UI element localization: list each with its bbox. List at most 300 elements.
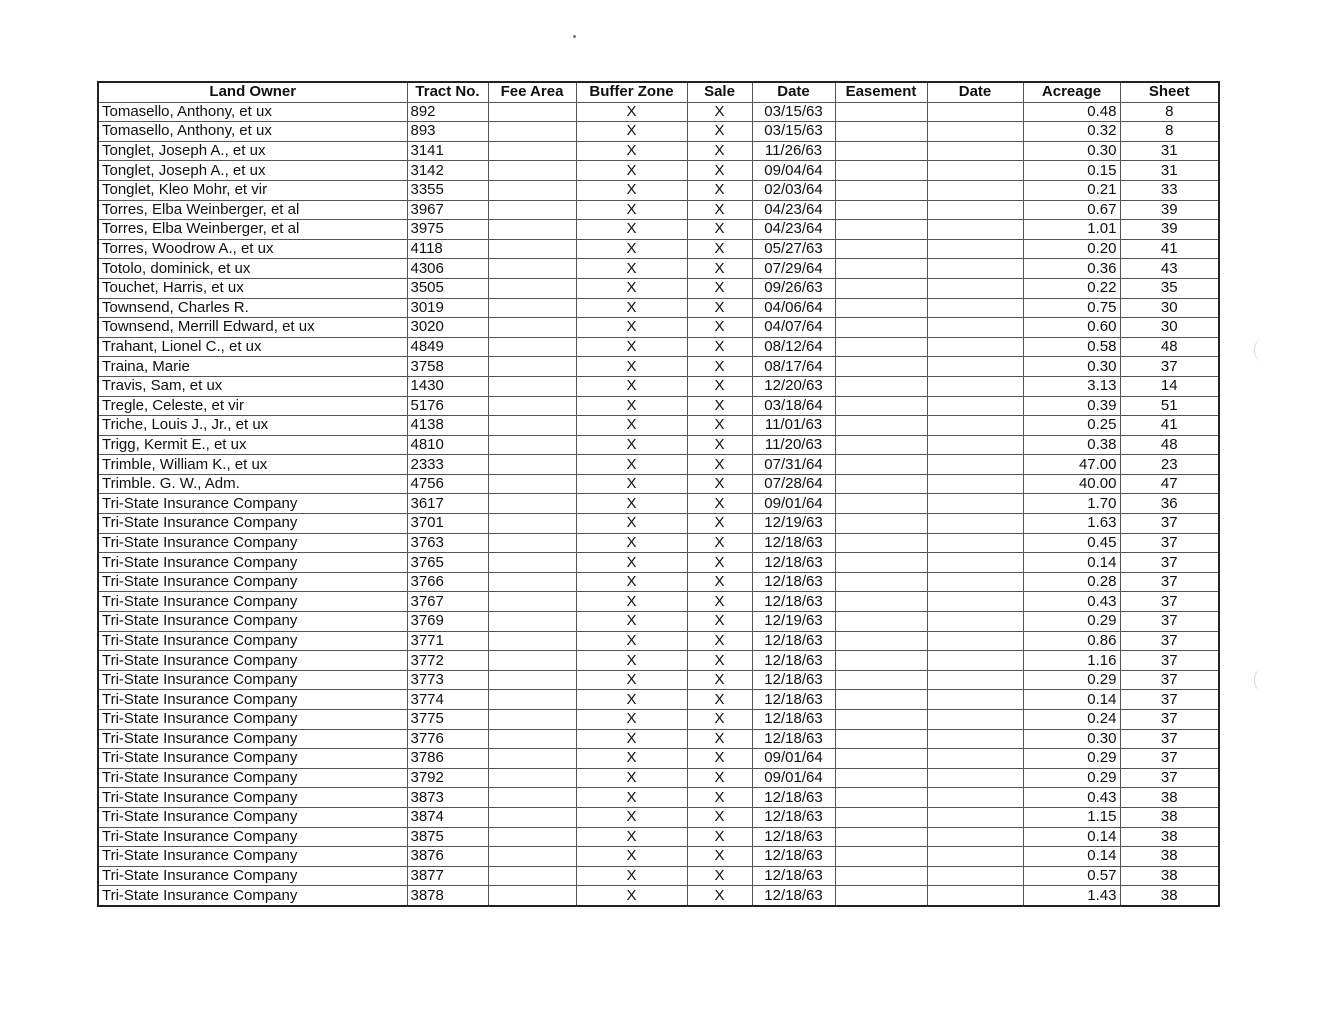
cell-easement bbox=[835, 357, 927, 377]
cell-fee-area bbox=[488, 690, 576, 710]
cell-easement-date bbox=[927, 494, 1023, 514]
cell-acreage: 0.60 bbox=[1023, 318, 1120, 338]
cell-date: 12/19/63 bbox=[752, 514, 835, 534]
cell-land-owner: Tri-State Insurance Company bbox=[98, 807, 407, 827]
cell-land-owner: Torres, Woodrow A., et ux bbox=[98, 239, 407, 259]
cell-acreage: 0.67 bbox=[1023, 200, 1120, 220]
cell-sheet: 30 bbox=[1120, 318, 1219, 338]
cell-easement-date bbox=[927, 416, 1023, 436]
cell-sheet: 14 bbox=[1120, 376, 1219, 396]
cell-date: 12/18/63 bbox=[752, 533, 835, 553]
cell-date: 12/19/63 bbox=[752, 612, 835, 632]
cell-easement bbox=[835, 259, 927, 279]
cell-easement bbox=[835, 612, 927, 632]
punch-hole-mark bbox=[1254, 669, 1269, 691]
table-row bbox=[98, 122, 1219, 142]
cell-sheet: 38 bbox=[1120, 788, 1219, 808]
cell-acreage: 0.20 bbox=[1023, 239, 1120, 259]
cell-tract-no: 3765 bbox=[407, 553, 488, 573]
cell-sale: X bbox=[687, 435, 752, 455]
cell-tract-no: 3877 bbox=[407, 866, 488, 886]
cell-acreage: 0.30 bbox=[1023, 141, 1120, 161]
cell-date: 12/18/63 bbox=[752, 631, 835, 651]
cell-easement-date bbox=[927, 788, 1023, 808]
cell-sale: X bbox=[687, 180, 752, 200]
cell-acreage: 0.14 bbox=[1023, 847, 1120, 867]
cell-sheet: 37 bbox=[1120, 533, 1219, 553]
cell-land-owner: Tonglet, Joseph A., et ux bbox=[98, 141, 407, 161]
cell-land-owner: Tri-State Insurance Company bbox=[98, 749, 407, 769]
cell-fee-area bbox=[488, 102, 576, 122]
cell-tract-no: 3878 bbox=[407, 886, 488, 906]
cell-land-owner: Tri-State Insurance Company bbox=[98, 866, 407, 886]
cell-sale: X bbox=[687, 357, 752, 377]
cell-tract-no: 3617 bbox=[407, 494, 488, 514]
cell-tract-no: 4118 bbox=[407, 239, 488, 259]
cell-acreage: 0.39 bbox=[1023, 396, 1120, 416]
table-row bbox=[98, 749, 1219, 769]
cell-buffer-zone: X bbox=[576, 729, 687, 749]
cell-fee-area bbox=[488, 788, 576, 808]
cell-sheet: 37 bbox=[1120, 514, 1219, 534]
cell-easement-date bbox=[927, 298, 1023, 318]
cell-sheet: 48 bbox=[1120, 337, 1219, 357]
cell-sheet: 47 bbox=[1120, 474, 1219, 494]
cell-acreage: 0.14 bbox=[1023, 690, 1120, 710]
column-header-sheet: Sheet bbox=[1120, 82, 1219, 102]
table-row bbox=[98, 514, 1219, 534]
table-row bbox=[98, 455, 1219, 475]
cell-sheet: 48 bbox=[1120, 435, 1219, 455]
cell-sale: X bbox=[687, 474, 752, 494]
cell-buffer-zone: X bbox=[576, 514, 687, 534]
cell-easement bbox=[835, 180, 927, 200]
cell-acreage: 0.43 bbox=[1023, 788, 1120, 808]
cell-tract-no: 3773 bbox=[407, 670, 488, 690]
cell-sale: X bbox=[687, 729, 752, 749]
cell-acreage: 0.28 bbox=[1023, 572, 1120, 592]
table-row bbox=[98, 886, 1219, 906]
cell-fee-area bbox=[488, 474, 576, 494]
cell-easement bbox=[835, 102, 927, 122]
cell-date: 12/18/63 bbox=[752, 572, 835, 592]
cell-easement bbox=[835, 239, 927, 259]
cell-acreage: 0.29 bbox=[1023, 768, 1120, 788]
cell-date: 12/18/63 bbox=[752, 651, 835, 671]
cell-land-owner: Travis, Sam, et ux bbox=[98, 376, 407, 396]
cell-date: 11/20/63 bbox=[752, 435, 835, 455]
cell-easement-date bbox=[927, 102, 1023, 122]
cell-date: 08/12/64 bbox=[752, 337, 835, 357]
cell-sale: X bbox=[687, 298, 752, 318]
table-row bbox=[98, 141, 1219, 161]
table-row bbox=[98, 161, 1219, 181]
cell-easement bbox=[835, 553, 927, 573]
cell-sale: X bbox=[687, 807, 752, 827]
cell-sale: X bbox=[687, 278, 752, 298]
cell-fee-area bbox=[488, 710, 576, 730]
cell-easement bbox=[835, 337, 927, 357]
cell-sale: X bbox=[687, 710, 752, 730]
cell-sheet: 8 bbox=[1120, 102, 1219, 122]
cell-land-owner: Trimble, William K., et ux bbox=[98, 455, 407, 475]
cell-sheet: 37 bbox=[1120, 749, 1219, 769]
cell-fee-area bbox=[488, 122, 576, 142]
cell-sheet: 41 bbox=[1120, 416, 1219, 436]
cell-land-owner: Tri-State Insurance Company bbox=[98, 572, 407, 592]
cell-date: 12/18/63 bbox=[752, 788, 835, 808]
cell-date: 04/07/64 bbox=[752, 318, 835, 338]
cell-buffer-zone: X bbox=[576, 376, 687, 396]
cell-date: 12/18/63 bbox=[752, 847, 835, 867]
cell-sheet: 37 bbox=[1120, 631, 1219, 651]
cell-easement bbox=[835, 435, 927, 455]
cell-sheet: 37 bbox=[1120, 670, 1219, 690]
cell-easement bbox=[835, 220, 927, 240]
cell-land-owner: Touchet, Harris, et ux bbox=[98, 278, 407, 298]
cell-tract-no: 3876 bbox=[407, 847, 488, 867]
cell-buffer-zone: X bbox=[576, 553, 687, 573]
cell-buffer-zone: X bbox=[576, 592, 687, 612]
cell-tract-no: 3975 bbox=[407, 220, 488, 240]
cell-sale: X bbox=[687, 612, 752, 632]
cell-land-owner: Triche, Louis J., Jr., et ux bbox=[98, 416, 407, 436]
cell-buffer-zone: X bbox=[576, 141, 687, 161]
cell-date: 12/18/63 bbox=[752, 592, 835, 612]
cell-acreage: 0.45 bbox=[1023, 533, 1120, 553]
cell-easement bbox=[835, 122, 927, 142]
cell-fee-area bbox=[488, 298, 576, 318]
cell-fee-area bbox=[488, 572, 576, 592]
cell-fee-area bbox=[488, 180, 576, 200]
cell-land-owner: Tri-State Insurance Company bbox=[98, 886, 407, 906]
cell-easement-date bbox=[927, 180, 1023, 200]
cell-date: 02/03/64 bbox=[752, 180, 835, 200]
cell-tract-no: 3776 bbox=[407, 729, 488, 749]
cell-sheet: 37 bbox=[1120, 612, 1219, 632]
cell-easement-date bbox=[927, 259, 1023, 279]
cell-acreage: 47.00 bbox=[1023, 455, 1120, 475]
table-row bbox=[98, 337, 1219, 357]
cell-acreage: 1.70 bbox=[1023, 494, 1120, 514]
cell-acreage: 0.14 bbox=[1023, 553, 1120, 573]
cell-easement bbox=[835, 376, 927, 396]
table-row bbox=[98, 494, 1219, 514]
cell-land-owner: Traina, Marie bbox=[98, 357, 407, 377]
cell-date: 05/27/63 bbox=[752, 239, 835, 259]
cell-buffer-zone: X bbox=[576, 631, 687, 651]
cell-fee-area bbox=[488, 651, 576, 671]
cell-buffer-zone: X bbox=[576, 847, 687, 867]
cell-easement-date bbox=[927, 337, 1023, 357]
cell-easement bbox=[835, 847, 927, 867]
cell-acreage: 3.13 bbox=[1023, 376, 1120, 396]
cell-date: 04/23/64 bbox=[752, 220, 835, 240]
cell-date: 09/01/64 bbox=[752, 768, 835, 788]
land-owner-table bbox=[97, 81, 1220, 907]
cell-land-owner: Townsend, Merrill Edward, et ux bbox=[98, 318, 407, 338]
cell-fee-area bbox=[488, 278, 576, 298]
table-row bbox=[98, 200, 1219, 220]
cell-buffer-zone: X bbox=[576, 533, 687, 553]
cell-sheet: 31 bbox=[1120, 161, 1219, 181]
cell-easement-date bbox=[927, 357, 1023, 377]
cell-easement-date bbox=[927, 161, 1023, 181]
cell-acreage: 0.48 bbox=[1023, 102, 1120, 122]
cell-date: 12/18/63 bbox=[752, 886, 835, 906]
cell-buffer-zone: X bbox=[576, 200, 687, 220]
cell-easement-date bbox=[927, 572, 1023, 592]
cell-tract-no: 4810 bbox=[407, 435, 488, 455]
cell-date: 12/18/63 bbox=[752, 553, 835, 573]
cell-sheet: 35 bbox=[1120, 278, 1219, 298]
cell-easement-date bbox=[927, 866, 1023, 886]
cell-fee-area bbox=[488, 631, 576, 651]
cell-fee-area bbox=[488, 357, 576, 377]
cell-sale: X bbox=[687, 572, 752, 592]
cell-sheet: 38 bbox=[1120, 847, 1219, 867]
cell-buffer-zone: X bbox=[576, 357, 687, 377]
cell-easement-date bbox=[927, 651, 1023, 671]
column-header-date: Date bbox=[752, 82, 835, 102]
cell-tract-no: 3141 bbox=[407, 141, 488, 161]
cell-easement-date bbox=[927, 122, 1023, 142]
cell-easement-date bbox=[927, 847, 1023, 867]
cell-buffer-zone: X bbox=[576, 768, 687, 788]
cell-date: 03/15/63 bbox=[752, 122, 835, 142]
cell-tract-no: 3774 bbox=[407, 690, 488, 710]
cell-sale: X bbox=[687, 220, 752, 240]
cell-fee-area bbox=[488, 396, 576, 416]
cell-buffer-zone: X bbox=[576, 866, 687, 886]
cell-buffer-zone: X bbox=[576, 239, 687, 259]
table-row bbox=[98, 435, 1219, 455]
cell-buffer-zone: X bbox=[576, 690, 687, 710]
table-row bbox=[98, 396, 1219, 416]
cell-easement bbox=[835, 455, 927, 475]
cell-easement bbox=[835, 631, 927, 651]
table-row bbox=[98, 847, 1219, 867]
cell-date: 03/18/64 bbox=[752, 396, 835, 416]
cell-date: 12/20/63 bbox=[752, 376, 835, 396]
cell-sheet: 37 bbox=[1120, 729, 1219, 749]
column-header-land-owner: Land Owner bbox=[98, 82, 407, 102]
cell-date: 07/28/64 bbox=[752, 474, 835, 494]
table-row bbox=[98, 357, 1219, 377]
cell-acreage: 1.43 bbox=[1023, 886, 1120, 906]
cell-sheet: 30 bbox=[1120, 298, 1219, 318]
cell-date: 12/18/63 bbox=[752, 866, 835, 886]
cell-buffer-zone: X bbox=[576, 710, 687, 730]
cell-land-owner: Tri-State Insurance Company bbox=[98, 631, 407, 651]
cell-sheet: 38 bbox=[1120, 866, 1219, 886]
cell-easement-date bbox=[927, 514, 1023, 534]
table-row bbox=[98, 631, 1219, 651]
cell-tract-no: 893 bbox=[407, 122, 488, 142]
cell-sheet: 41 bbox=[1120, 239, 1219, 259]
cell-fee-area bbox=[488, 494, 576, 514]
cell-date: 12/18/63 bbox=[752, 827, 835, 847]
column-header-sale: Sale bbox=[687, 82, 752, 102]
cell-easement bbox=[835, 729, 927, 749]
cell-acreage: 0.25 bbox=[1023, 416, 1120, 436]
cell-fee-area bbox=[488, 239, 576, 259]
cell-acreage: 0.58 bbox=[1023, 337, 1120, 357]
cell-buffer-zone: X bbox=[576, 259, 687, 279]
cell-tract-no: 5176 bbox=[407, 396, 488, 416]
cell-tract-no: 3873 bbox=[407, 788, 488, 808]
cell-sheet: 51 bbox=[1120, 396, 1219, 416]
cell-acreage: 0.36 bbox=[1023, 259, 1120, 279]
cell-fee-area bbox=[488, 514, 576, 534]
cell-acreage: 0.22 bbox=[1023, 278, 1120, 298]
cell-easement bbox=[835, 298, 927, 318]
cell-easement bbox=[835, 592, 927, 612]
cell-sale: X bbox=[687, 455, 752, 475]
cell-fee-area bbox=[488, 553, 576, 573]
cell-acreage: 1.01 bbox=[1023, 220, 1120, 240]
cell-land-owner: Tri-State Insurance Company bbox=[98, 514, 407, 534]
cell-fee-area bbox=[488, 416, 576, 436]
table-row bbox=[98, 298, 1219, 318]
cell-sale: X bbox=[687, 866, 752, 886]
cell-sale: X bbox=[687, 749, 752, 769]
punch-hole-mark bbox=[1254, 339, 1269, 361]
cell-sale: X bbox=[687, 533, 752, 553]
cell-tract-no: 3792 bbox=[407, 768, 488, 788]
cell-sheet: 37 bbox=[1120, 572, 1219, 592]
cell-easement-date bbox=[927, 612, 1023, 632]
cell-sale: X bbox=[687, 768, 752, 788]
cell-easement bbox=[835, 494, 927, 514]
cell-date: 09/04/64 bbox=[752, 161, 835, 181]
cell-land-owner: Tonglet, Joseph A., et ux bbox=[98, 161, 407, 181]
cell-fee-area bbox=[488, 259, 576, 279]
cell-tract-no: 3766 bbox=[407, 572, 488, 592]
cell-land-owner: Trahant, Lionel C., et ux bbox=[98, 337, 407, 357]
cell-date: 12/18/63 bbox=[752, 807, 835, 827]
cell-land-owner: Tri-State Insurance Company bbox=[98, 553, 407, 573]
cell-sale: X bbox=[687, 141, 752, 161]
cell-sale: X bbox=[687, 102, 752, 122]
cell-tract-no: 3763 bbox=[407, 533, 488, 553]
cell-buffer-zone: X bbox=[576, 474, 687, 494]
cell-land-owner: Tri-State Insurance Company bbox=[98, 768, 407, 788]
cell-sale: X bbox=[687, 514, 752, 534]
cell-sale: X bbox=[687, 239, 752, 259]
cell-buffer-zone: X bbox=[576, 122, 687, 142]
cell-tract-no: 892 bbox=[407, 102, 488, 122]
cell-easement-date bbox=[927, 533, 1023, 553]
cell-sheet: 37 bbox=[1120, 690, 1219, 710]
cell-buffer-zone: X bbox=[576, 161, 687, 181]
cell-land-owner: Tri-State Insurance Company bbox=[98, 847, 407, 867]
cell-date: 04/23/64 bbox=[752, 200, 835, 220]
cell-easement bbox=[835, 141, 927, 161]
cell-sheet: 37 bbox=[1120, 651, 1219, 671]
cell-sheet: 37 bbox=[1120, 357, 1219, 377]
cell-sheet: 37 bbox=[1120, 553, 1219, 573]
cell-buffer-zone: X bbox=[576, 318, 687, 338]
cell-easement-date bbox=[927, 141, 1023, 161]
table-row bbox=[98, 102, 1219, 122]
table-row bbox=[98, 220, 1219, 240]
cell-easement-date bbox=[927, 553, 1023, 573]
cell-buffer-zone: X bbox=[576, 494, 687, 514]
cell-tract-no: 4756 bbox=[407, 474, 488, 494]
cell-tract-no: 3772 bbox=[407, 651, 488, 671]
table-row bbox=[98, 768, 1219, 788]
cell-fee-area bbox=[488, 592, 576, 612]
cell-acreage: 0.43 bbox=[1023, 592, 1120, 612]
cell-land-owner: Tri-State Insurance Company bbox=[98, 827, 407, 847]
cell-acreage: 0.86 bbox=[1023, 631, 1120, 651]
column-header-easement: Easement bbox=[835, 82, 927, 102]
cell-easement-date bbox=[927, 710, 1023, 730]
table-row bbox=[98, 278, 1219, 298]
cell-acreage: 0.57 bbox=[1023, 866, 1120, 886]
cell-easement bbox=[835, 690, 927, 710]
cell-tract-no: 3355 bbox=[407, 180, 488, 200]
cell-sale: X bbox=[687, 200, 752, 220]
cell-easement-date bbox=[927, 376, 1023, 396]
table-row bbox=[98, 416, 1219, 436]
cell-land-owner: Tomasello, Anthony, et ux bbox=[98, 102, 407, 122]
cell-easement-date bbox=[927, 749, 1023, 769]
cell-date: 04/06/64 bbox=[752, 298, 835, 318]
cell-land-owner: Tri-State Insurance Company bbox=[98, 710, 407, 730]
cell-land-owner: Tri-State Insurance Company bbox=[98, 592, 407, 612]
table-row bbox=[98, 729, 1219, 749]
cell-date: 12/18/63 bbox=[752, 729, 835, 749]
cell-land-owner: Tonglet, Kleo Mohr, et vir bbox=[98, 180, 407, 200]
cell-acreage: 0.29 bbox=[1023, 749, 1120, 769]
cell-tract-no: 3874 bbox=[407, 807, 488, 827]
cell-fee-area bbox=[488, 847, 576, 867]
cell-tract-no: 3771 bbox=[407, 631, 488, 651]
column-header-buffer-zone: Buffer Zone bbox=[576, 82, 687, 102]
cell-sale: X bbox=[687, 318, 752, 338]
cell-buffer-zone: X bbox=[576, 337, 687, 357]
cell-tract-no: 4306 bbox=[407, 259, 488, 279]
cell-acreage: 1.63 bbox=[1023, 514, 1120, 534]
cell-buffer-zone: X bbox=[576, 572, 687, 592]
cell-easement-date bbox=[927, 455, 1023, 475]
cell-fee-area bbox=[488, 455, 576, 475]
cell-tract-no: 1430 bbox=[407, 376, 488, 396]
table-row bbox=[98, 180, 1219, 200]
cell-fee-area bbox=[488, 220, 576, 240]
cell-easement bbox=[835, 278, 927, 298]
cell-date: 09/01/64 bbox=[752, 494, 835, 514]
cell-fee-area bbox=[488, 729, 576, 749]
cell-fee-area bbox=[488, 768, 576, 788]
cell-buffer-zone: X bbox=[576, 886, 687, 906]
cell-buffer-zone: X bbox=[576, 807, 687, 827]
cell-date: 09/01/64 bbox=[752, 749, 835, 769]
cell-fee-area bbox=[488, 886, 576, 906]
cell-acreage: 0.15 bbox=[1023, 161, 1120, 181]
cell-easement-date bbox=[927, 200, 1023, 220]
table-row bbox=[98, 553, 1219, 573]
cell-buffer-zone: X bbox=[576, 396, 687, 416]
cell-easement bbox=[835, 533, 927, 553]
cell-acreage: 0.29 bbox=[1023, 670, 1120, 690]
column-header-easement-date: Date bbox=[927, 82, 1023, 102]
cell-land-owner: Torres, Elba Weinberger, et al bbox=[98, 220, 407, 240]
cell-easement bbox=[835, 514, 927, 534]
cell-fee-area bbox=[488, 670, 576, 690]
